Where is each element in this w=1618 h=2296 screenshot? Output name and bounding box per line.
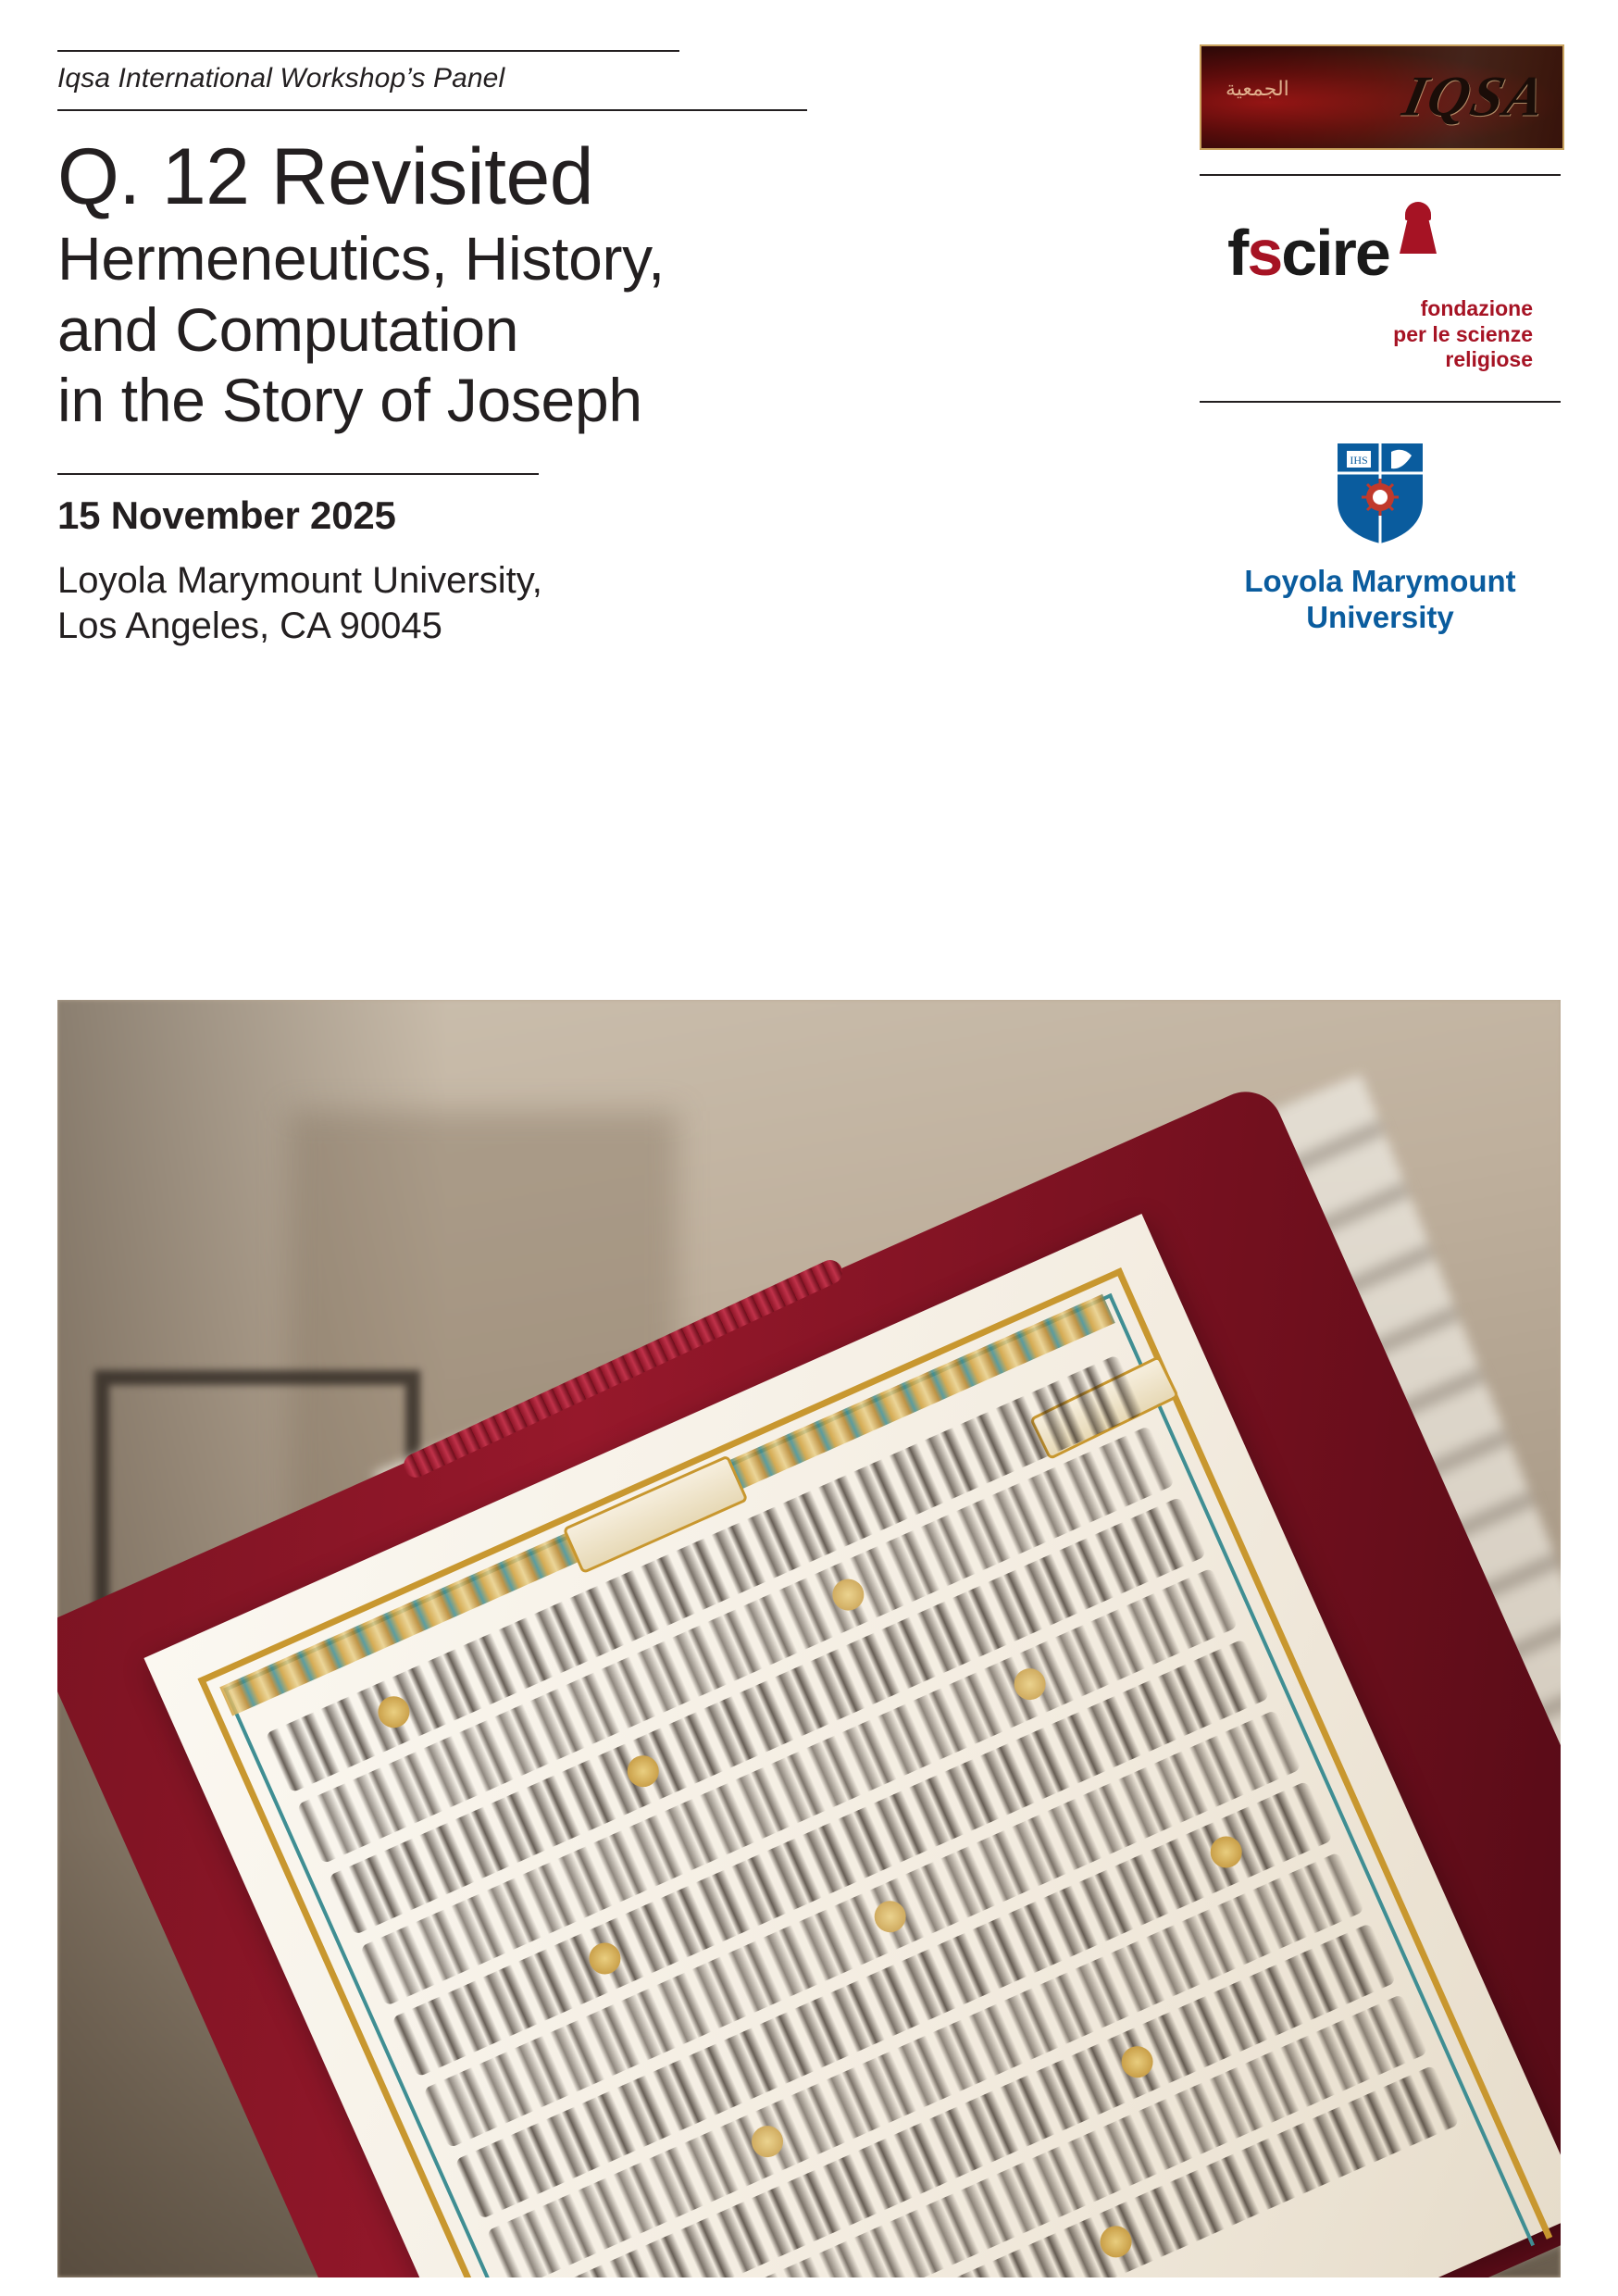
fscire-wordmark — [1227, 217, 1533, 289]
fscire-wordmark-cire: cire — [1281, 217, 1389, 289]
lmu-wordmark — [1200, 564, 1561, 636]
fscire-tagline-line-2: per le scienze — [1393, 321, 1533, 346]
page-subtitle — [57, 223, 890, 436]
page-subtitle-line-2: and Computation — [57, 294, 519, 364]
event-venue — [57, 558, 890, 649]
lmu-wordmark-line-2: University — [1306, 599, 1454, 634]
divider-above-date — [57, 473, 539, 475]
fscire-tagline — [1227, 296, 1533, 373]
iqsa-wordmark: IQSA — [1398, 65, 1553, 129]
fscire-tagline-line-1: fondazione — [1420, 296, 1533, 320]
divider-top — [57, 50, 679, 52]
fscire-logo — [1200, 200, 1561, 377]
iqsa-logo — [1200, 44, 1564, 150]
divider-under-eyebrow — [57, 109, 807, 111]
fscire-tagline-line-3: religiose — [1445, 347, 1533, 372]
fscire-wordmark-f: f — [1227, 217, 1248, 289]
fscire-wordmark-s: s — [1247, 217, 1282, 289]
lmu-shield-icon — [1334, 440, 1426, 547]
workshop-eyebrow: Iqsa International Workshop’s Panel — [57, 63, 505, 94]
iqsa-arabic-text: الجمعية — [1226, 78, 1289, 101]
event-venue-line-1: Loyola Marymount University, — [57, 559, 542, 601]
lmu-logo — [1200, 427, 1561, 636]
quran-photograph — [57, 1000, 1561, 2277]
page-subtitle-line-1: Hermeneutics, History, — [57, 224, 666, 293]
poster-text-column — [57, 50, 890, 648]
svg-text:IHS: IHS — [1350, 453, 1368, 467]
fscire-mark — [1227, 206, 1533, 289]
logo-column — [1200, 44, 1561, 636]
divider-under-fscire — [1200, 401, 1561, 403]
page-title: Q. 12 Revisited — [57, 131, 593, 221]
lmu-wordmark-line-1: Loyola Marymount — [1244, 563, 1516, 598]
event-venue-line-2: Los Angeles, CA 90045 — [57, 605, 442, 646]
page-subtitle-line-3: in the Story of Joseph — [57, 366, 642, 435]
divider-under-iqsa — [1200, 174, 1561, 176]
event-date: 15 November 2025 — [57, 493, 396, 537]
